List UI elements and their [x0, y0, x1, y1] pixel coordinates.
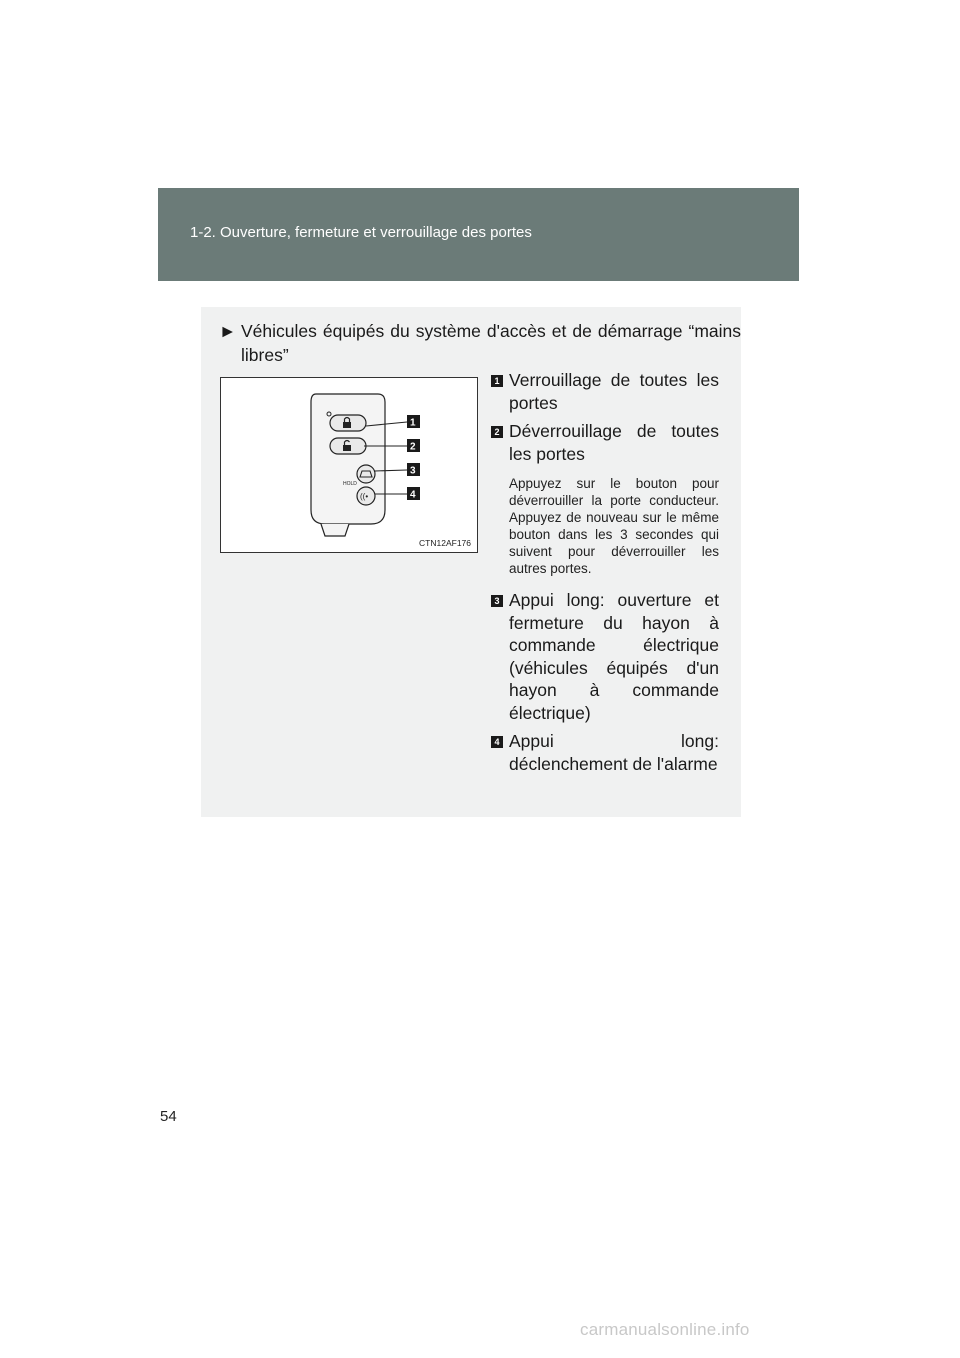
triangle-marker-icon: ► — [219, 321, 237, 341]
tailgate-icon — [357, 465, 375, 483]
item-number: 3 — [491, 595, 503, 607]
callout-2: 2 — [410, 441, 416, 453]
smart-key-illustration — [221, 378, 477, 552]
svg-text:((•: ((• — [360, 492, 369, 501]
list-item — [491, 589, 719, 724]
section-title: 1-2. Ouverture, fermeture et verrouillage des portes — [190, 224, 532, 241]
unlock-icon — [330, 438, 366, 454]
item-text: Déverrouillage de toutes les portes — [509, 421, 719, 464]
vehicle-variant-heading — [219, 319, 741, 367]
list-item — [491, 420, 719, 577]
item-note: Appuyez sur le bouton pour déverrouiller la porte conducteur. Appuyez de nouveau sur le même bouton dans les 3 secondes qui suivent pour déverrouiller les autres portes. — [509, 476, 719, 576]
callout-3: 3 — [410, 465, 416, 477]
list-item — [491, 369, 719, 414]
item-text: Appui long: ouverture et fermeture du hayon à commande électrique (véhicules équipés d'un hayon à commande électrique) — [509, 590, 719, 723]
item-text: Appui long: déclenchement de l'alarme — [509, 731, 719, 774]
watermark: carmanualsonline.info — [580, 1320, 750, 1339]
figure-code: CTN12AF176 — [419, 538, 471, 548]
variant-text: Véhicules équipés du système d'accès et de démarrage “mains libres” — [241, 321, 741, 365]
list-item — [491, 730, 719, 775]
section-header — [158, 188, 799, 281]
item-number: 4 — [491, 736, 503, 748]
hold-label: HOLD — [343, 481, 357, 487]
content-panel — [201, 307, 741, 817]
smart-key-figure — [220, 377, 478, 553]
callout-4: 4 — [410, 489, 416, 501]
item-number: 2 — [491, 426, 503, 438]
callout-1: 1 — [410, 417, 416, 429]
button-descriptions — [491, 369, 719, 781]
lock-icon — [330, 415, 366, 431]
item-number: 1 — [491, 375, 503, 387]
item-text: Verrouillage de toutes les portes — [509, 370, 719, 413]
page-number: 54 — [160, 1108, 177, 1125]
alarm-icon — [357, 487, 375, 505]
